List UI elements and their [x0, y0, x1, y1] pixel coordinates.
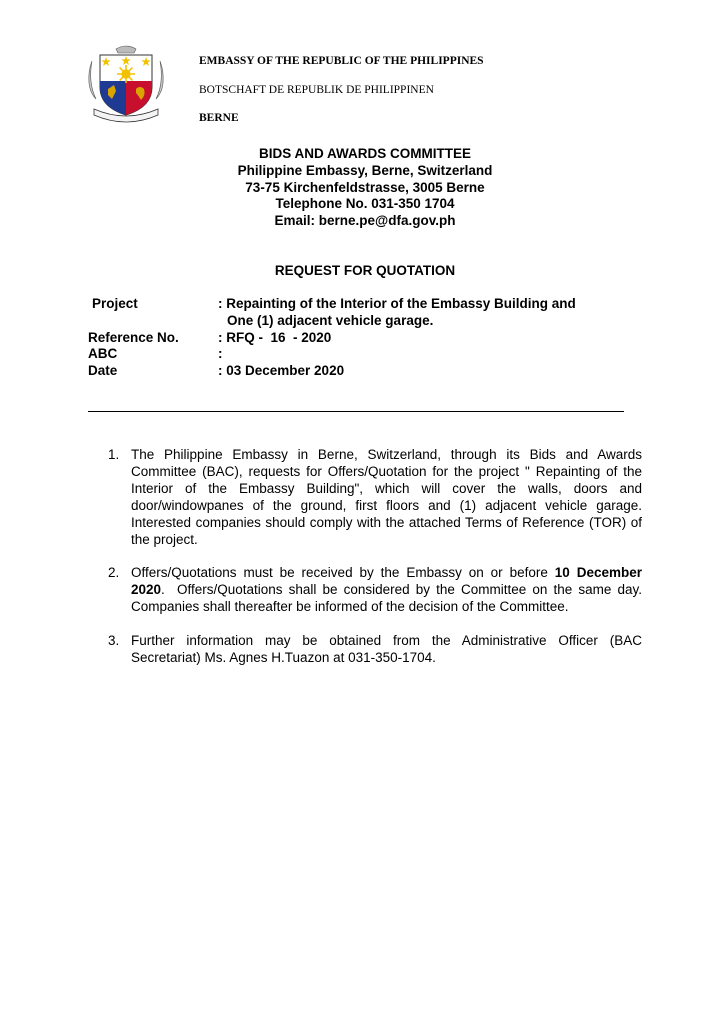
document-heading: REQUEST FOR QUOTATION [274, 263, 456, 278]
list-item [108, 633, 642, 667]
item-text: The Philippine Embassy in Berne, Switzerland, through its Bids and Awards Committee (BAC), requests for Offers/Quotation for the project " Repainting of the Interior of the Embassy Building", which will cover the walls, doors and door/windowpanes of the ground, first floors and (1) adjacent vehicle garage. Interested companies should comply with the attached Terms of Reference (TOR) of the project. [131, 447, 642, 547]
item-number: 1. [108, 447, 120, 462]
meta-value: : 03 December 2020 [218, 363, 345, 379]
meta-label: Reference No. [88, 329, 179, 345]
meta-label: Project [92, 296, 138, 311]
meta-value: : RFQ - 16 - 2020 [218, 329, 332, 345]
list-item [108, 447, 642, 548]
letterhead-german-name: BOTSCHAFT DE REPUBLIK DE PHILIPPINEN [199, 84, 434, 96]
philippine-coat-of-arms-icon [86, 43, 166, 123]
bac-organization: Philippine Embassy, Berne, Switzerland [237, 162, 493, 178]
coat-of-arms-seal [86, 43, 166, 123]
item-text-part: Offers/Quotations must be received by the Embassy on or before [131, 565, 555, 581]
list-item [108, 565, 646, 616]
numbered-paragraphs [108, 447, 646, 684]
meta-value: : [218, 346, 223, 362]
horizontal-divider [88, 411, 624, 412]
item-text-part: . Offers/Quotations shall be considered by the Committee on the same day. Companies shall thereafter be informed of the decision of the Committee. [131, 582, 646, 615]
bac-header [100, 146, 630, 230]
meta-label: ABC [88, 346, 118, 362]
letterhead-embassy-name: EMBASSY OF THE REPUBLIC OF THE PHILIPPINES [199, 55, 484, 67]
bac-email: Email: berne.pe@dfa.gov.ph [274, 213, 456, 229]
meta-label: Date [88, 363, 118, 379]
letterhead-city: BERNE [199, 112, 239, 124]
item-text: Further information may be obtained from the Administrative Officer (BAC Secretariat) Ms. Agnes H.Tuazon at 031-350-1704. [131, 633, 642, 666]
meta-value [218, 296, 628, 330]
item-number: 2. [108, 565, 120, 581]
item-number: 3. [108, 633, 120, 649]
seal-motto [86, 43, 87, 44]
bac-address: 73-75 Kirchenfeldstrasse, 3005 Berne [245, 179, 485, 195]
meta-value-line2: One (1) adjacent vehicle garage. [227, 312, 434, 328]
bac-telephone: Telephone No. 031-350 1704 [275, 196, 455, 212]
deadline-date: 10 December 2020 [131, 565, 642, 598]
meta-value-line1: : Repainting of the Interior of the Embassy Building and [218, 296, 576, 311]
bac-title: BIDS AND AWARDS COMMITTEE [259, 146, 471, 161]
